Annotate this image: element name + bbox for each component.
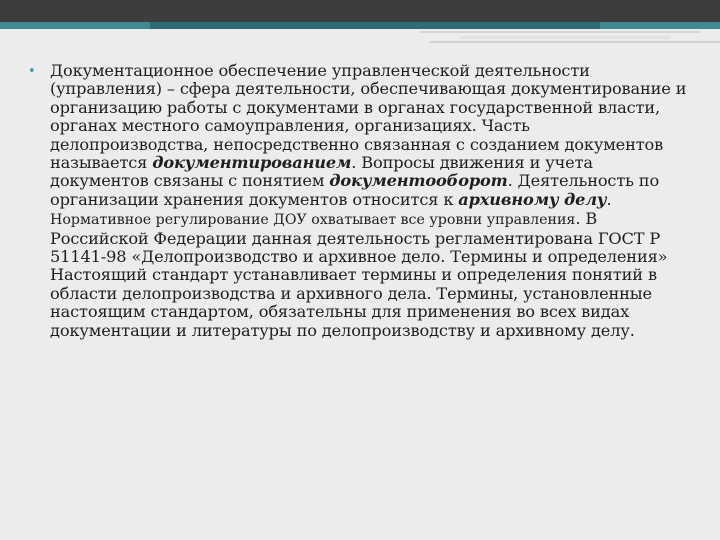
slide-content [28, 61, 690, 340]
body-paragraph [50, 62, 690, 340]
body-text-small: Нормативное регулирование ДОУ охватывает все уровни управления [50, 212, 576, 229]
bullet-marker: • [28, 64, 36, 79]
term-documenting: документированием [152, 153, 352, 173]
body-text: . [606, 189, 612, 209]
top-bar [0, 0, 720, 22]
body-text: . Вопросы движения и учета документов связаны с понятием [50, 153, 593, 191]
term-document-flow: документооборот [329, 171, 508, 191]
decorative-rule [430, 41, 720, 43]
accent-band [0, 22, 720, 29]
decorative-rule [460, 36, 670, 39]
body-text: . Деятельность по организации хранения документов относится к [50, 171, 660, 209]
accent-band-segment [600, 22, 720, 29]
body-text: . В Российской Федерации данная деятельность регламентирована ГОСТ Р 51141-98 «Делопроизводство и архивное дело. Термины и определения» Настоящий стандарт устанавливает термины и определения понятий в области делопроизводства и архивного дела. Термины, установленные настоящим стандартом, обязательны для применения во всех видах документации и литературы по делопроизводству и архивному делу. [50, 209, 668, 340]
term-archival: архивному делу [458, 189, 607, 209]
accent-band-segment [0, 22, 150, 29]
body-text: Документационное обеспечение управленческой деятельности (управления) – сфера деятельности, обеспечивающая документирование и организацию работы с документами в органах государственной власти, органах местного самоуправления, организациях. Часть делопроизводства, непосредственно связанная с созданием документов называется [50, 61, 687, 173]
decorative-rule [420, 31, 700, 33]
